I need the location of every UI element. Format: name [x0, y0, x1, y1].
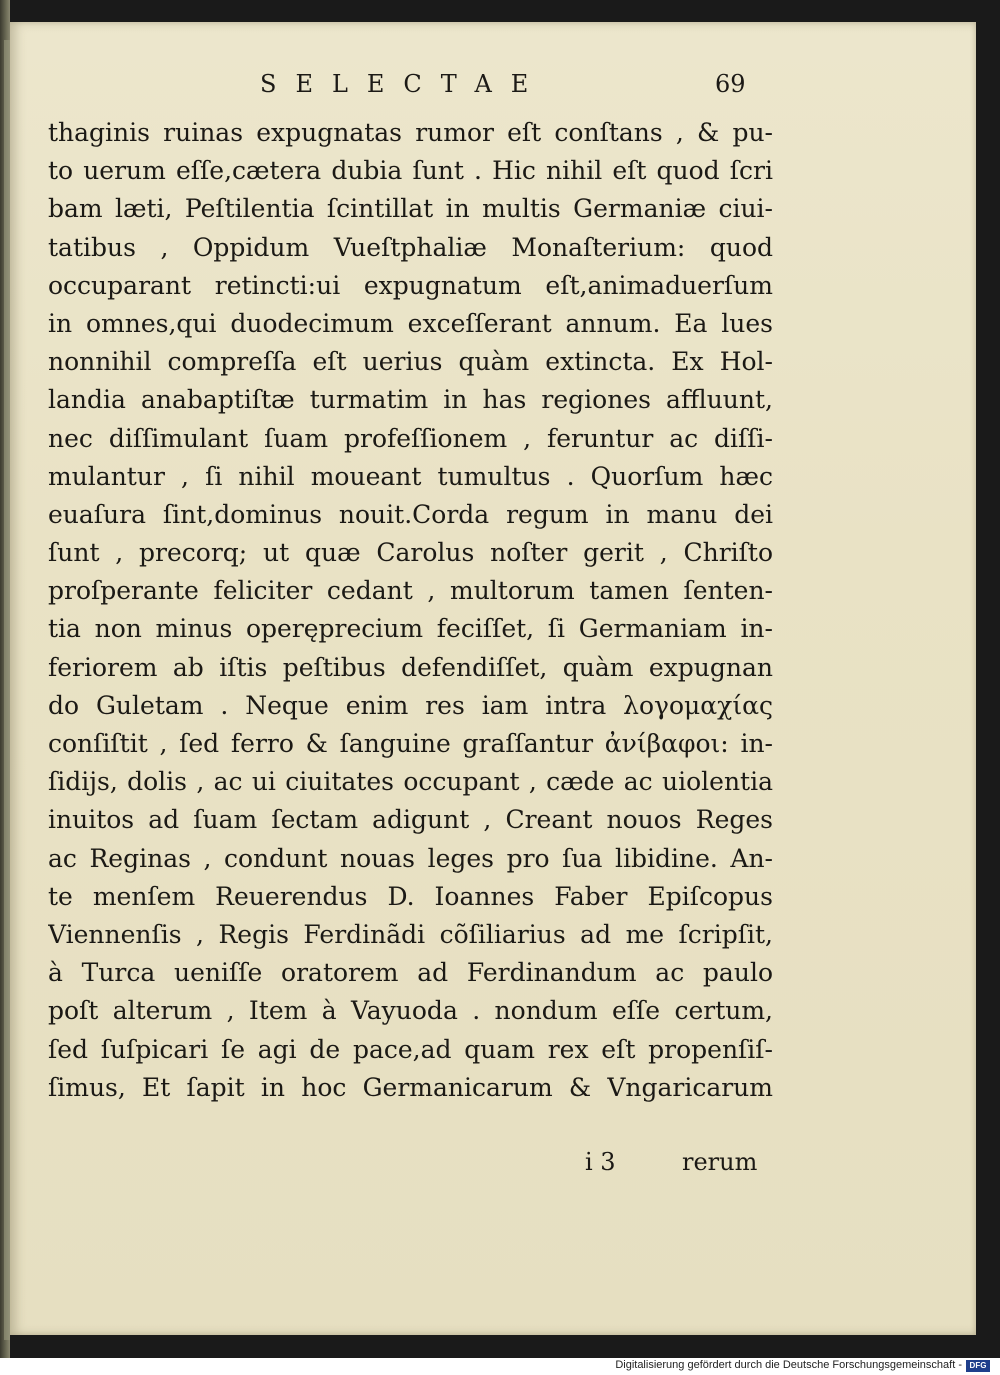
- text-line: tia non minus operęprecium feciſſet, ſi Germaniam in-: [48, 614, 773, 644]
- text-line: à Turca ueniſſe oratorem ad Ferdinandum ac paulo: [48, 958, 773, 988]
- text-line: mulantur , ſi nihil moueant tumultus . Quorſum hæc: [48, 461, 773, 491]
- text-line: conſiſtit , ſed ferro & ſanguine graſſantur ἀνίβαφοι: in-: [48, 729, 773, 758]
- text-line: inuitos ad ſuam ſectam adigunt , Creant nouos Reges: [48, 805, 773, 835]
- text-line: Viennenſis , Regis Ferdinãdi cõſiliarius ad me ſcripſit,: [48, 919, 773, 949]
- page-header: [10, 70, 976, 110]
- text-line: ſimus, Et ſapit in hoc Germanicarum & Vngaricarum: [48, 1072, 773, 1102]
- text-line: poſt alterum , Item à Vayuoda . nondum eſſe certum,: [48, 996, 773, 1026]
- text-line: feriorem ab iſtis peſtibus defendiſſet, quàm expugnan: [48, 652, 773, 682]
- text-line: euaſura ſint,dominus nouit.Corda regum in manu dei: [48, 499, 773, 529]
- body-text: [48, 114, 773, 1107]
- book-page: [10, 22, 976, 1335]
- text-line: ſidijs, dolis , ac ui ciuitates occupant , cæde ac uiolentia: [48, 767, 773, 797]
- text-line: to uerum eſſe,cætera dubia ſunt . Hic nihil eſt quod ſcri: [48, 156, 773, 186]
- text-line: ſunt , precorq; ut quæ Carolus noſter gerit , Chriſto: [48, 538, 773, 568]
- text-line: ac Reginas , condunt nouas leges pro ſua libidine. An-: [48, 843, 773, 873]
- funding-credit: Digitalisierung gefördert durch die Deutsche Forschungsgemeinschaft -: [615, 1359, 962, 1371]
- running-head: SELECTAE: [260, 70, 548, 98]
- text-line: te menſem Reuerendus D. Ioannes Faber Epiſcopus: [48, 881, 773, 911]
- text-line: bam læti, Peſtilentia ſcintillat in multis Germaniæ ciui-: [48, 194, 773, 224]
- text-line: nec diſſimulant ſuam profeſſionem , feruntur ac diſſi-: [48, 423, 773, 453]
- text-line: thaginis ruinas expugnatas rumor eſt conſtans , & pu-: [48, 118, 773, 147]
- text-line: do Guletam . Neque enim res iam intra λογομαχίας: [48, 690, 773, 720]
- text-line: nonnihil compreſſa eſt uerius quàm extincta. Ex Hol-: [48, 347, 773, 377]
- dfg-logo: DFG: [966, 1360, 990, 1372]
- text-line: landia anabaptiſtæ turmatim in has regiones affluunt,: [48, 385, 773, 415]
- text-line: occuparant retincti:ui expugnatum eſt,animaduerſum: [48, 270, 773, 300]
- page-number: 69: [715, 70, 746, 98]
- digitization-footer: [0, 1358, 1000, 1375]
- text-line: proſperante feliciter cedant , multorum tamen ſenten-: [48, 576, 773, 606]
- signature-mark: i 3: [585, 1148, 616, 1176]
- text-line: tatibus , Oppidum Vueſtphaliæ Monaſterium: quod: [48, 232, 773, 262]
- text-line: in omnes,qui duodecimum exceſſerant annum. Ea lues: [48, 308, 773, 338]
- catchword: rerum: [682, 1148, 758, 1176]
- text-line: ſed ſuſpicari ſe agi de pace,ad quam rex eſt propenſiſ-: [48, 1034, 773, 1064]
- catchline: [10, 1148, 976, 1182]
